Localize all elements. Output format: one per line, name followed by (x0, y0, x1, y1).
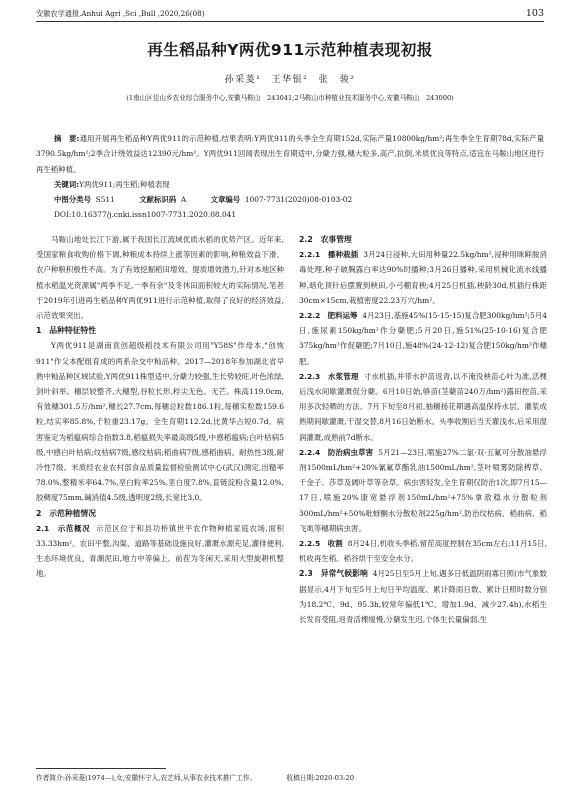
doi-line: DOI:10.16377/j.cnki.issn1007-7731.2020.08.041 (54, 210, 237, 220)
author-list: 孙采菱¹ 王华银² 张 骏² (224, 75, 356, 85)
abstract-label: 摘 要: (54, 134, 80, 143)
journal-name: 安徽农学通报,Anhui Agri ,Sci ,Bull ,2020,26(08) (36, 9, 205, 18)
section-2-2-3-paragraph (299, 369, 547, 445)
section-2-2-heading: 2.2 农事管理 (299, 235, 352, 244)
abstract-block (36, 131, 544, 223)
section-2-2-5-paragraph (299, 536, 547, 566)
section-2-3-paragraph (299, 566, 547, 627)
page-number: 103 (525, 8, 544, 19)
section-2-2-1-label: 2.2.1 播种栽插 (299, 250, 359, 260)
section-2-2-5-label: 2.2.5 收割 (299, 539, 343, 549)
section-2-2-2-label: 2.2.2 肥料运筹 (299, 311, 358, 321)
section-2-1-text: 示范区位于和县功桥镇世平农作物种植家庭农场,面积33.33hm²。农田平整,沟渠、道路等基础设施良好,灌溉水源充足,灌排便利,生态环境优良。青潮泥田,地力中等偏上。前茬为冬闲天,采用大型旋耕机整地。 (36, 523, 284, 579)
section-2-2-4-paragraph (299, 445, 547, 536)
section-2-2-2-paragraph (299, 308, 547, 369)
abstract-text: 通用开展再生稻品种Y两优911的示范种植,结果表明:Y两优911的头季全生育期152d,实际产量10800kg/hm²;再生季全生育期78d,实际产量3790.5kg/hm²;2季合计绕效益达12390元/hm²。Y两优911回闻表现出生育期适中,分蘖力强,穗大粒多,高产,抗倒,米质优良等特点,适宜在马鞍山地区进行再生稻种植。 (36, 134, 544, 174)
section-2-2-1-paragraph (299, 247, 547, 308)
section-2-2-4-text: 5月21—23日,喷施27%二氯·双·五氟可分散油悬浮剂1500mL/hm²+20%氰氟草酯乳油1500mL/hm²,茎叶喷雾防除稗草、千金子、莎草及阔叶草等杂草。病虫害轻发,全生育期仅防治1次,即7月15—17日,喷施20%康宽悬浮剂150mL/hm²+75%拿敌稳水分散粒剂300mL/hm²+50%吡蚜酮水分散粒剂225g/hm²,防治纹枯病、稻曲病、稻飞虱等穗期病虫害。 (299, 447, 547, 533)
article-no-value: 1007-7731(2020)08-0103-02 (244, 195, 353, 205)
footnote-divider (36, 768, 166, 769)
doc-code-value: A (180, 195, 187, 205)
section-2-2-4-label: 2.2.4 防治病虫草害 (299, 447, 374, 457)
section-2-3-text: 4月25日至5月上旬,遇多日低温阴雨寡日照(市气象数据显示,4月下旬至5月上旬日平均温度、累计降雨日数、累计日照时数分别为18.2℃、9d、95.3h,较常年偏低1℃、增加1.9d、减少27.4h),水稻生长发育受阻,返青活棵缓慢,分蘖发生迟,个体生长量偏弱,生 (299, 569, 547, 625)
section-2-3-heading: 2.3 异常气候影响 (299, 569, 368, 579)
received-date: 收稿日期:2020-03-20 (286, 774, 354, 782)
section-1-heading: 1 品种特征特性 (36, 326, 97, 336)
section-2-2-3-label: 2.2.3 水浆管理 (299, 371, 359, 381)
running-header (36, 7, 544, 21)
article-title: 再生稻品种Y两优911示范种植表现初报 (147, 41, 433, 59)
section-1-paragraph: Y两优911是湖南袁创超级稻技术有限公司用"Y58S"作母本,"创恢911"作父本配组育成的两系杂交中籼品种。2017—2018年参加湖北省早熟中籼品种区域试验,Y两优911株型适中,分蘖力较强,生长势较旺,叶色浓绿,剑叶斜举。穗层较整齐,大穗型,谷粒长形,稃尖无色、无芒。株高119.0cm,有效穗301.5万/hm²,穗长27.7cm,每穗总粒数186.1粒,每穗实粒数159.6粒,结实率85.8%,千粒重23.17g。全生育期112.2d,比黄华占短0.7d。病害鉴定为稻瘟病综合指数3.8,稻瘟损失率最高级5级,中感稻瘟病;白叶枯病5级,中感白叶枯病;纹枯病7级,感纹枯病;稻曲病7级,感稻曲病。耐热性3级,耐冷性7级。米质经农业农村部食品质量监督检验测试中心(武汉)测定,出糙率78.0%,整精米率64.7%,垩白粒率25%,垩白度7.8%,直链淀粉含量12.0%,胶稠度75mm,碱消值4.5级,透明度2级,长宽比3.0。 (36, 341, 284, 503)
author-bio: 作者简介:孙采菱(1974—),女,安徽怀宁人,农艺师,从事农业技术推广工作。 (36, 774, 257, 782)
section-2-1-label: 2.1 示范概况 (36, 523, 91, 533)
keywords-label: 关键词: (54, 179, 80, 189)
keywords-line (36, 177, 544, 192)
left-column (36, 232, 284, 582)
clc-label: 中图分类号 (54, 195, 91, 205)
section-2-heading: 2 示范种植情况 (36, 508, 97, 518)
header-divider (36, 21, 544, 22)
section-2-2-5-text: 8月24日,机收头季稻,留茬高度控制在35cm左右;11月15日,机收再生稻。稻谷烘干至安全水分。 (299, 539, 547, 564)
keywords-text: Y两优911;再生稻;种植表现 (79, 179, 170, 189)
clc-value: S511 (95, 195, 115, 205)
section-2-2-1-text: 3月24日浸种,大田用种量22.5kg/hm²,浸种用咪鲜胺消毒处理,种子破胸露白率达90%时播种;3月26日播种,采用机械化流水线播种,暗化顶针后摆置到秧田,小弓棚育秧;4月25日机插,秧龄30d,机插行株距30cm×15cm,栽植密度22.23万穴/hm²。 (299, 250, 547, 305)
author-affiliations: (1南山区佳山乡农业综合服务中心,安徽马鞍山 243041;2马鞍山市种植业技术服务中心,安徽马鞍山 243000) (126, 94, 454, 102)
doc-code-label: 文献标识码 (139, 195, 177, 205)
abstract-paragraph (36, 131, 544, 177)
section-2-2-3-text: 寸水机插,并带水护苗返青,以不淹没秧苗心叶为准,活棵后浅水间歇灌溉促分蘖。6月10日始,够苗(茎蘖苗240万/hm²)露田控苗,采用多次轻晒的方法。7月下旬至8月初,抽穗扬花期遇高温保持水层。灌浆成熟期间歇灌溉,干湿交替,8月16日始断水。头季收割后当天灌浅水,后采用湿润灌溉,成熟前7d断水。 (299, 371, 547, 442)
article-no-label: 文章编号 (210, 195, 241, 205)
classification-line (36, 192, 544, 207)
section-2-2-2-text: 4月23日,基施45%(15-15-15)复合肥300kg/hm²;5月4日,施尿素150kg/hm²作分蘖肥;5月20日,施51%(25-10-16)复合肥375kg/hm²作促蘖肥;7月10日,施48%(24-12-12)复合肥150kg/hm²作穗肥。 (299, 311, 547, 366)
section-2-1-paragraph (36, 521, 284, 582)
footnote (36, 772, 544, 784)
right-column (299, 232, 547, 627)
intro-paragraph: 马鞍山地处长江下游,属于我国长江流域优质水稻的优势产区。近年来,受国家粮食收购价格下调,种粮成本持续上涨等因素的影响,种粮效益下滑、农户种粮积极性不高。为了有效挖掘稻田增效、提质增效潜力,针对本地区种植水稻温光资源属"两季不足,一季有余"及冬休田面积较大的实际情况,笔者于2019年引进再生稻品种Y两优911进行示范种植,取得了良好的经济效益,示范效果突出。 (36, 235, 284, 321)
